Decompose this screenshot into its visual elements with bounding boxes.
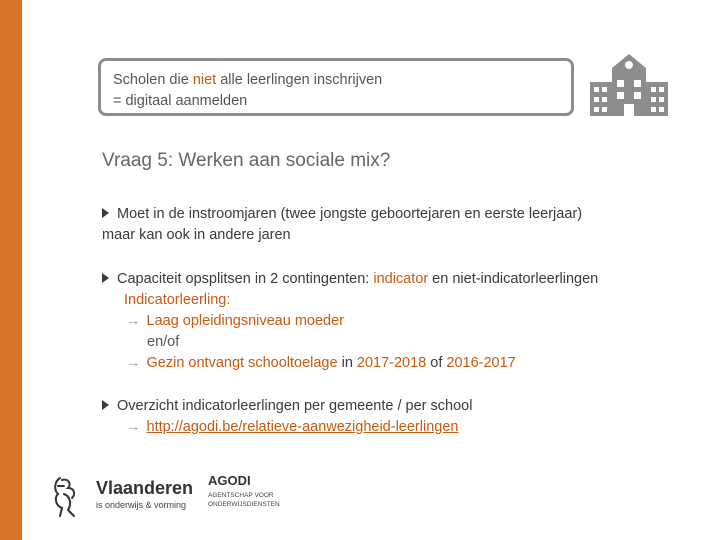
- bullet-text: Overzicht indicatorleerlingen per gemeente / per school: [117, 398, 473, 414]
- vlaanderen-logo-text: Vlaanderen: [96, 478, 194, 498]
- callout-box: [98, 58, 574, 116]
- footer-logos: [50, 470, 310, 522]
- arrow-right-icon: →: [126, 355, 141, 371]
- triangle-bullet-icon: [102, 208, 109, 218]
- bullet-highlight: indicator: [373, 271, 429, 287]
- sub-item-text: of: [426, 355, 447, 371]
- bullet-section-2: [102, 269, 598, 374]
- sub-item-years: 2017-2018: [356, 355, 427, 371]
- arrow-right-icon: →: [126, 313, 141, 329]
- agodi-link[interactable]: http://agodi.be/relatieve-aanwezigheid-leerlingen: [146, 419, 459, 435]
- bullet-continuation: maar kan ook in andere jaren: [102, 227, 291, 243]
- bullet-section-3: [102, 396, 472, 438]
- agodi-subtitle-line: ONDERWIJSDIENSTEN: [208, 501, 280, 508]
- callout-highlight: niet: [192, 72, 217, 88]
- bullet-section-1: [102, 204, 582, 246]
- sub-item-years: 2016-2017: [446, 355, 516, 371]
- sub-item-2: [102, 353, 598, 374]
- callout-text: Scholen die: [113, 72, 193, 88]
- bullet-line: [102, 204, 582, 225]
- bullet-line: [102, 269, 598, 290]
- connector-text: en/of: [147, 334, 180, 350]
- school-building-icon: [590, 52, 668, 118]
- bullet-text: Moet in de instroomjaren (twee jongste geboortejaren en eerste leerjaar): [117, 206, 583, 222]
- agodi-subtitle-line: AGENTSCHAP VOOR: [208, 492, 274, 499]
- sub-heading: Indicatorleerling:: [124, 292, 231, 308]
- agodi-logo-text: AGODI: [208, 473, 251, 488]
- vlaanderen-subtitle: is onderwijs & vorming: [96, 500, 187, 510]
- sub-item-1: [102, 311, 598, 332]
- flemish-lion-icon: [50, 474, 84, 518]
- triangle-bullet-icon: [102, 273, 109, 283]
- sub-item-text: Gezin ontvangt schooltoelage: [146, 355, 338, 371]
- link-item: [102, 417, 472, 438]
- bullet-line: [102, 396, 472, 417]
- slide-title: Vraag 5: Werken aan sociale mix?: [102, 150, 391, 171]
- left-accent-bar: [0, 0, 22, 540]
- sub-item-text: Laag opleidingsniveau moeder: [146, 313, 345, 329]
- callout-line-2: = digitaal aanmelden: [113, 93, 248, 109]
- triangle-bullet-icon: [102, 400, 109, 410]
- bullet-text: en niet-indicatorleerlingen: [428, 271, 599, 287]
- bullet-text: Capaciteit opsplitsen in 2 contingenten:: [117, 271, 374, 287]
- sub-item-text: in: [337, 355, 357, 371]
- agodi-subtitle: [208, 491, 298, 509]
- callout-text: alle leerlingen inschrijven: [216, 72, 383, 88]
- arrow-right-icon: →: [126, 419, 141, 435]
- callout-line-1: [113, 70, 559, 91]
